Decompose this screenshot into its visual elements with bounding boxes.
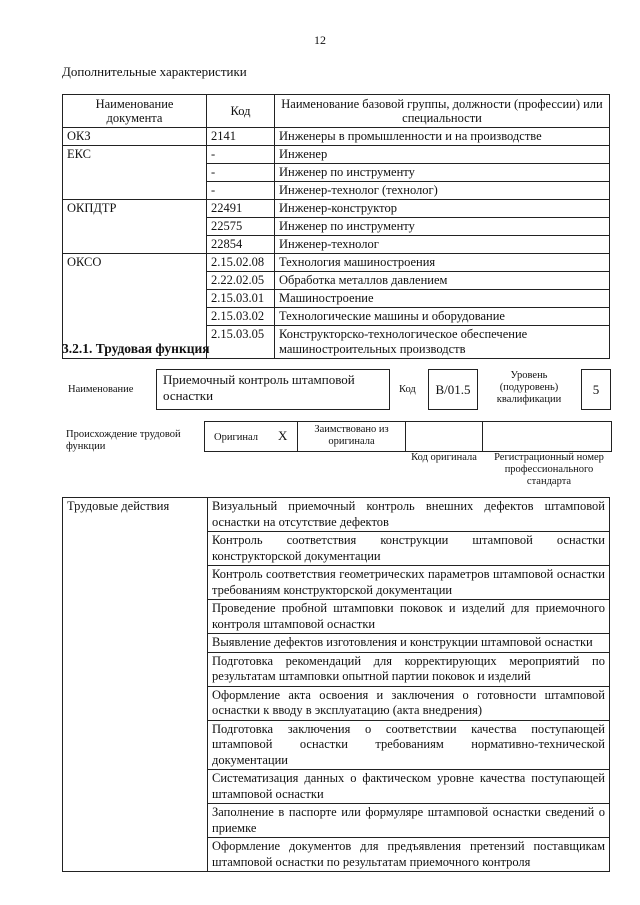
cell-name: Технология машиностроения (275, 254, 610, 272)
table-row (63, 290, 610, 308)
action-item: Выявление дефектов изготовления и конструкции штамповой оснастки (208, 634, 610, 653)
action-item: Контроль соответствия конструкции штамповой оснастки конструкторской документации (208, 532, 610, 566)
cell-doc (63, 218, 207, 236)
action-item: Визуальный приемочный контроль внешних дефектов штамповой оснастки на отсутствие дефектов (208, 498, 610, 532)
cell-doc (63, 272, 207, 290)
cell-code: 22854 (207, 236, 275, 254)
cell-name: Инженер по инструменту (275, 218, 610, 236)
cell-doc (63, 236, 207, 254)
cell-doc (63, 308, 207, 326)
action-item: Подготовка заключения о соответствии качества поступающей штамповой оснастки требованиям нормативно-технической документации (208, 720, 610, 770)
cell-name: Технологические машины и оборудование (275, 308, 610, 326)
action-item: Контроль соответствия геометрических параметров штамповой оснастки требованиям конструкторской документации (208, 566, 610, 600)
cell-doc: ОКСО (63, 254, 207, 272)
cell-doc: ОКЗ (63, 128, 207, 146)
cell-doc (63, 164, 207, 182)
cell-code: 2141 (207, 128, 275, 146)
cell-code: - (207, 182, 275, 200)
original-label: Оригинал (214, 432, 258, 443)
cell-code: 22491 (207, 200, 275, 218)
header-name: Наименование базовой группы, должности (профессии) или специальности (275, 95, 610, 128)
table-row (63, 272, 610, 290)
action-item: Систематизация данных о фактическом уровне качества поступающей штамповой оснастки (208, 770, 610, 804)
action-item: Заполнение в паспорте или формуляре штамповой оснастки сведений о приемке (208, 804, 610, 838)
cell-code: - (207, 164, 275, 182)
function-code-value: B/01.5 (428, 369, 478, 410)
cell-name: Инженер-конструктор (275, 200, 610, 218)
section-heading: Дополнительные характеристики (62, 64, 247, 79)
original-mark: X (278, 428, 288, 443)
cell-doc: ОКПДТР (63, 200, 207, 218)
code-original-caption: Код оригинала (411, 452, 477, 463)
table-row (63, 182, 610, 200)
table-row (63, 308, 610, 326)
cell-code: 2.22.02.05 (207, 272, 275, 290)
borrowed-label: Заимствовано из оригинала (314, 424, 389, 447)
action-item: Подготовка рекомендаций для корректирующих мероприятий по результатам штамповки опытной партии поковок и изделий (208, 652, 610, 686)
name-label: Наименование (68, 384, 134, 395)
cell-name: Инженер (275, 146, 610, 164)
cell-name: Обработка металлов давлением (275, 272, 610, 290)
level-label: Уровень (подуровень) квалификации (496, 370, 562, 405)
action-item: Оформление акта освоения и заключения о готовности штамповой оснастки к вводу в эксплуатацию (акта внедрения) (208, 686, 610, 720)
level-value: 5 (581, 369, 611, 410)
cell-code: 2.15.03.02 (207, 308, 275, 326)
table-row (63, 498, 610, 532)
reg-number-caption: Регистрационный номер профессионального стандарта (494, 452, 604, 487)
function-heading: 3.2.1. Трудовая функция (62, 341, 210, 356)
cell-doc: ЕКС (63, 146, 207, 164)
table-header-row (63, 95, 610, 128)
cell-name: Инженер-технолог (технолог) (275, 182, 610, 200)
cell-name: Конструкторско-технологическое обеспечение машиностроительных производств (275, 326, 610, 359)
cell-code: 2.15.03.01 (207, 290, 275, 308)
table-row (63, 254, 610, 272)
cell-name: Машиностроение (275, 290, 610, 308)
cell-code: 22575 (207, 218, 275, 236)
table-row (63, 146, 610, 164)
header-code: Код (207, 95, 275, 128)
action-item: Проведение пробной штамповки поковок и изделий для приемочного контроля штамповой оснастки (208, 600, 610, 634)
cell-code: - (207, 146, 275, 164)
cell-doc (63, 182, 207, 200)
page-number: 12 (314, 33, 326, 47)
table-row (63, 218, 610, 236)
table-row (63, 236, 610, 254)
labor-actions-table (62, 497, 610, 872)
code-original-cell (405, 421, 483, 452)
table-row (63, 164, 610, 182)
function-name-value: Приемочный контроль штамповой оснастки (156, 369, 390, 410)
cell-doc (63, 290, 207, 308)
actions-label: Трудовые действия (63, 498, 208, 872)
cell-code: 2.15.02.08 (207, 254, 275, 272)
cell-name: Инженеры в промышленности и на производстве (275, 128, 610, 146)
cell-name: Инженер по инструменту (275, 164, 610, 182)
table-row (63, 200, 610, 218)
table-row (63, 128, 610, 146)
additional-characteristics-table (62, 94, 610, 359)
cell-code: 2.15.03.05 (207, 326, 275, 359)
origin-label: Происхождение трудовой функции (66, 429, 181, 452)
action-item: Оформление документов для предъявления претензий поставщикам штамповой оснастки по результатам приемочного контроля (208, 838, 610, 872)
code-label: Код (399, 384, 416, 395)
header-doc: Наименование документа (63, 95, 207, 128)
cell-name: Инженер-технолог (275, 236, 610, 254)
